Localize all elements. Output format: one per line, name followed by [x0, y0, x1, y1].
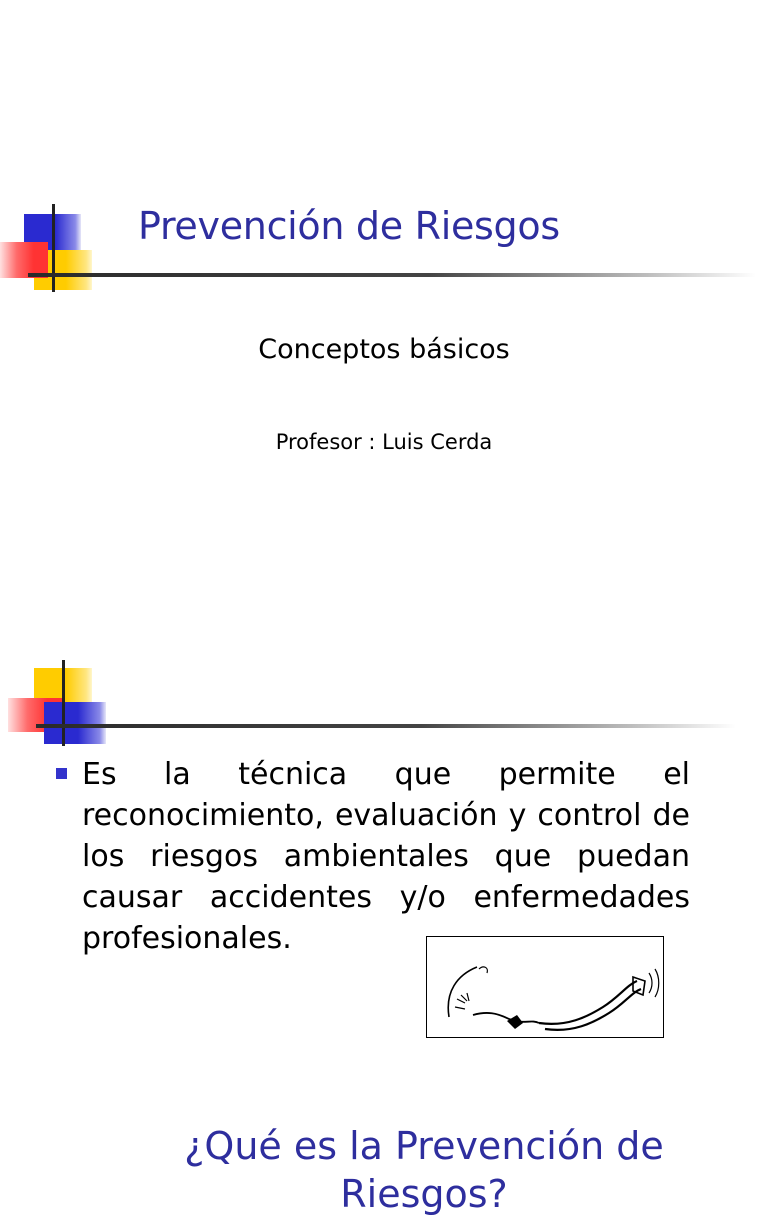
title-underline: [28, 273, 756, 277]
slide-1: [0, 0, 768, 512]
author-label: Profesor : Luis Cerda: [275, 430, 493, 454]
slide-title: Prevención de Riesgos: [138, 204, 560, 248]
title-decoration-squares: [0, 660, 110, 760]
slide-title: [140, 1122, 708, 1218]
bullet-text: Es la técnica que permite el reconocimiento, evaluación y control de los riesgos ambientales que puedan causar accidentes y/o enfermedades profesionales.: [82, 757, 690, 956]
title-underline: [36, 724, 736, 728]
bullet-square-icon: [56, 768, 67, 779]
title-decoration-squares: [0, 200, 100, 300]
slide-title-line-2: Riesgos?: [340, 1172, 508, 1216]
vertical-line: [62, 660, 65, 746]
hand-drawing-illustration: [427, 937, 663, 1037]
slide-subtitle: Conceptos básicos: [258, 334, 510, 365]
vertical-line: [52, 204, 55, 292]
slide-title-line-1: ¿Qué es la Prevención de: [184, 1124, 664, 1168]
clipart-image: [426, 936, 664, 1038]
blue-square: [44, 702, 106, 744]
